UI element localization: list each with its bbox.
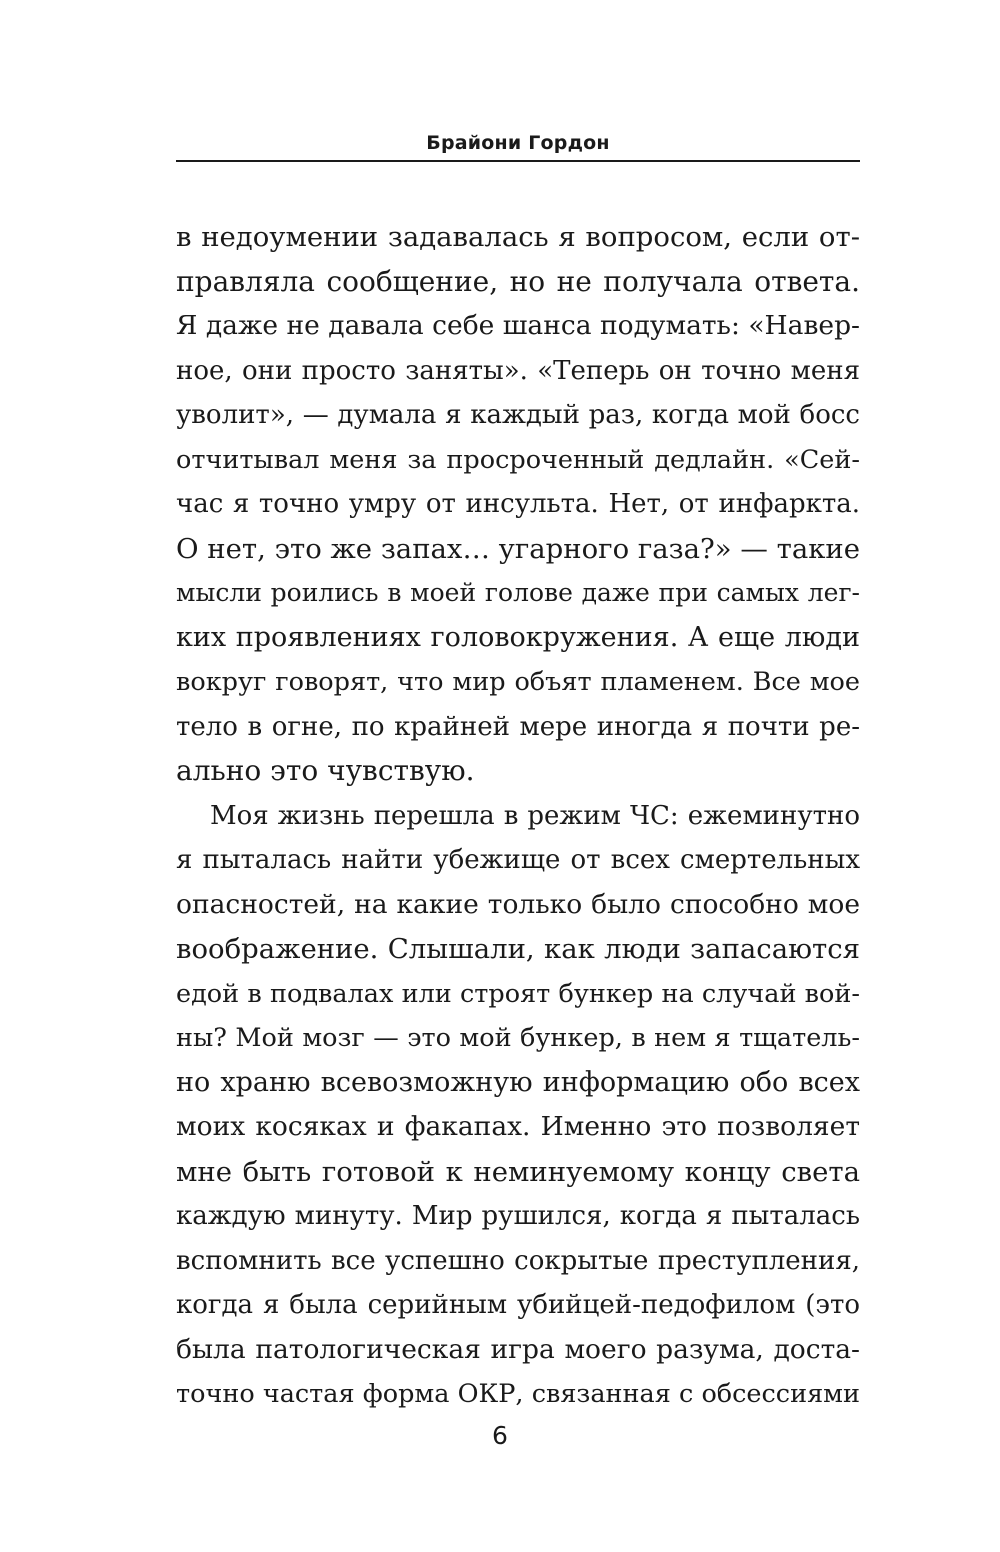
text-line: отчитывал меня за просроченный дедлайн. «Сей- <box>176 444 860 475</box>
text-line: точно частая форма ОКР, связанная с обсессиями <box>176 1379 860 1409</box>
text-line: Я даже не давала себе шанса подумать: «Навер- <box>176 310 860 341</box>
text-line: воображение. Слышали, как люди запасаются <box>176 933 860 965</box>
text-line: опасностей, на какие только было способно мое <box>176 888 860 920</box>
text-line: уволит», — думала я каждый раз, когда мой босс <box>176 400 860 430</box>
page-number: 6 <box>492 1421 508 1450</box>
text-line: каждую минуту. Мир рушился, когда я пыталась <box>176 1201 860 1231</box>
text-line: я пыталась найти убежище от всех смертельных <box>176 845 860 875</box>
text-line: ное, они просто заняты». «Теперь он точно меня <box>176 355 860 386</box>
text-line: ны? Мой мозг — это мой бункер, в нем я тщатель- <box>176 1023 860 1053</box>
text-line: вокруг говорят, что мир объят пламенем. Все мое <box>176 667 860 697</box>
text-line: ально это чувствую. <box>176 754 475 787</box>
text-line: мне быть готовой к неминуемому концу света <box>176 1155 860 1188</box>
text-line: моих косяках и факапах. Именно это позволяет <box>176 1111 860 1142</box>
text-line: тело в огне, по крайней мере иногда я почти ре- <box>176 711 860 742</box>
text-line: ких проявлениях головокружения. А еще люди <box>176 621 860 653</box>
text-line: час я точно умру от инсульта. Нет, от инфаркта. <box>176 489 860 519</box>
text-line: едой в подвалах или строят бункер на случай вой- <box>176 978 860 1009</box>
text-line: мысли роились в моей голове даже при самых лег- <box>176 578 860 607</box>
text-line: в недоумении задавалась я вопросом, если от- <box>176 221 860 253</box>
body-text <box>176 215 860 1417</box>
paragraph-first-line: Моя жизнь перешла в режим ЧС: ежеминутно <box>210 800 860 831</box>
text-line: была патологическая игра моего разума, доста- <box>176 1333 860 1365</box>
text-line: правляла сообщение, но не получала ответа. <box>176 264 860 298</box>
text-line: вспомнить все успешно сокрытые преступления, <box>176 1245 860 1276</box>
text-line: О нет, это же запах… угарного газа?» — такие <box>176 532 860 565</box>
text-line: но храню всевозможную информацию обо всех <box>176 1066 860 1098</box>
running-head: Брайони Гордон <box>176 128 860 162</box>
text-line: когда я была серийным убийцей-педофилом (это <box>176 1290 860 1320</box>
